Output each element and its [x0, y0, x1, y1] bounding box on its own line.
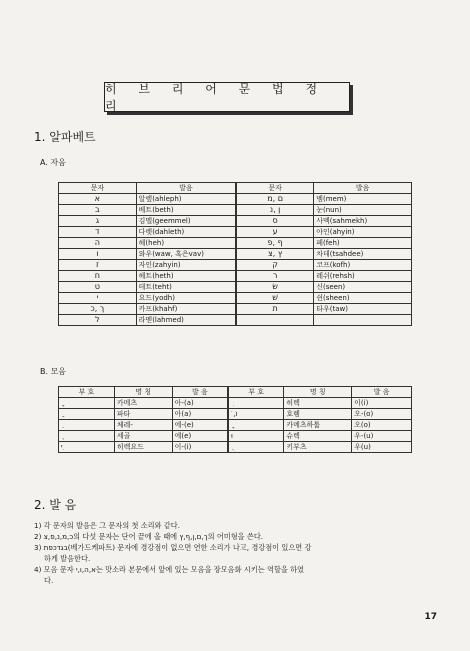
header-cell: 문자	[236, 183, 314, 194]
table-cell	[59, 431, 115, 442]
table-cell: 카메츠	[114, 398, 172, 409]
table-row	[59, 205, 412, 216]
table-cell: 와우(waw, 혹은vav)	[136, 249, 236, 260]
table-cell: ע	[236, 227, 314, 238]
table-cell: ר	[236, 271, 314, 282]
table-cell: ת	[236, 304, 314, 315]
table-cell: 김멜(geemmel)	[136, 216, 236, 227]
table-cell: ח	[59, 271, 137, 282]
table-row	[59, 293, 412, 304]
table-cell: 테트(teht)	[136, 282, 236, 293]
header-cell: 발음	[136, 183, 236, 194]
table-cell: 자인(zahyin)	[136, 260, 236, 271]
table-cell: 오-(o)	[352, 409, 412, 420]
table-row	[59, 315, 412, 326]
table-cell	[228, 398, 284, 409]
table-cell: 슈렉	[284, 431, 352, 442]
table-cell: 멤(mem)	[314, 194, 412, 205]
table-cell: 요드(yodh)	[136, 293, 236, 304]
table-cell: א	[59, 194, 137, 205]
table-cell: 아-(a)	[172, 398, 228, 409]
header-cell: 명 칭	[114, 387, 172, 398]
header-cell: 발음	[314, 183, 412, 194]
table-cell: 헤(heh)	[136, 238, 236, 249]
table-cell: ט	[59, 282, 137, 293]
header-cell: 부 호	[59, 387, 115, 398]
list-item: 1) 각 문자의 발음은 그 문자의 첫 소리와 같다.	[34, 521, 180, 530]
table-cell: 알렢(ahleph)	[136, 194, 236, 205]
table-cell: ן ,נ	[236, 205, 314, 216]
table-cell: 세골	[114, 431, 172, 442]
table-cell: ה	[59, 238, 137, 249]
section2-heading: 2. 발 음	[34, 498, 77, 512]
table-row	[59, 409, 412, 420]
table-cell: 이(i)	[352, 398, 412, 409]
table-cell: 키부츠	[284, 442, 352, 453]
table-header-row	[59, 183, 412, 194]
table-cell: ק	[236, 260, 314, 271]
table-cell: 오(o)	[352, 420, 412, 431]
table-cell: 체레-	[114, 420, 172, 431]
table-cell: 히렉요드	[114, 442, 172, 453]
table-cell: ב	[59, 205, 137, 216]
table-row	[59, 238, 412, 249]
consonants-heading: A. 자음	[40, 158, 66, 167]
table-cell	[59, 420, 115, 431]
table-cell: ץ ,צ	[236, 249, 314, 260]
table-cell: 베트(beth)	[136, 205, 236, 216]
table-cell: 에(e)	[172, 431, 228, 442]
vowel-table	[58, 386, 412, 453]
table-cell: ל	[59, 315, 137, 326]
table-cell: 사멕(sahmekh)	[314, 216, 412, 227]
table-cell: 에-(e)	[172, 420, 228, 431]
table-cell: ז	[59, 260, 137, 271]
table-cell: ִי	[59, 442, 115, 453]
table-row	[59, 442, 412, 453]
table-cell	[228, 442, 284, 453]
table-cell: ם ,מ	[236, 194, 314, 205]
title-box	[104, 82, 350, 112]
table-cell	[59, 398, 115, 409]
table-cell: ו	[59, 249, 137, 260]
table-cell: 신(seen)	[314, 282, 412, 293]
table-cell	[236, 315, 314, 326]
table-cell: 타우(taw)	[314, 304, 412, 315]
page-number: 17	[424, 612, 437, 622]
header-cell: 부 호	[228, 387, 284, 398]
table-cell: 차데(tsahdee)	[314, 249, 412, 260]
table-cell: 레쉬(rehsh)	[314, 271, 412, 282]
table-cell: 다렛(dahleth)	[136, 227, 236, 238]
table-cell: 카프(khahf)	[136, 304, 236, 315]
table-cell: ג	[59, 216, 137, 227]
table-row	[59, 420, 412, 431]
table-cell: 히렉	[284, 398, 352, 409]
table-row	[59, 216, 412, 227]
table-cell: ס	[236, 216, 314, 227]
table-cell: שׂ	[236, 282, 314, 293]
header-cell: 문자	[59, 183, 137, 194]
table-cell: 페(feh)	[314, 238, 412, 249]
header-cell: 발 음	[172, 387, 228, 398]
table-cell: 파타	[114, 409, 172, 420]
table-row	[59, 249, 412, 260]
page-title: 히 브 리 어 문 법 정 리	[105, 82, 327, 113]
table-row	[59, 194, 412, 205]
section1-heading: 1. 알파베트	[34, 130, 96, 144]
table-cell: וּ	[228, 431, 284, 442]
table-cell	[59, 409, 115, 420]
table-row	[59, 282, 412, 293]
list-item: 다.	[44, 576, 54, 585]
table-cell: ך ,כ	[59, 304, 137, 315]
table-row	[59, 260, 412, 271]
list-item: 하게 발음한다.	[44, 554, 91, 563]
table-cell: שׁ	[236, 293, 314, 304]
table-header-row	[59, 387, 412, 398]
table-cell: 쉰(sheen)	[314, 293, 412, 304]
list-item: 2) כ,מ,נ,פ,צ의 다섯 문자는 단어 끝에 올 때에 ך,ם,ן,ף,ץ의 어미형을 쓴다.	[34, 532, 264, 541]
header-cell: 명 칭	[284, 387, 352, 398]
table-cell: 눈(nun)	[314, 205, 412, 216]
pronunciation-list	[34, 520, 438, 586]
table-cell: 카메츠하툽	[284, 420, 352, 431]
table-cell: 우(u)	[352, 442, 412, 453]
consonant-table	[58, 182, 412, 326]
table-cell: 아(a)	[172, 409, 228, 420]
table-cell	[314, 315, 412, 326]
table-cell: 아인(ahyin)	[314, 227, 412, 238]
table-cell: י	[59, 293, 137, 304]
table-row	[59, 227, 412, 238]
table-cell: ף ,פ	[236, 238, 314, 249]
table-cell	[228, 420, 284, 431]
table-cell: 호렘	[284, 409, 352, 420]
list-item: 4) 모음 문자 א,ה,ו,י는 맛소라 본문에서 앞에 있는 모음을 장모음화 시키는 역할을 하였	[34, 565, 304, 574]
table-cell: 라멛(lahmed)	[136, 315, 236, 326]
table-row	[59, 304, 412, 315]
table-cell: 헤트(heth)	[136, 271, 236, 282]
table-cell: 우-(u)	[352, 431, 412, 442]
header-cell: 발 음	[352, 387, 412, 398]
table-cell: 코프(kofh)	[314, 260, 412, 271]
table-cell: ֹ ,וֹ	[228, 409, 284, 420]
table-row	[59, 431, 412, 442]
table-row	[59, 398, 412, 409]
list-item: 3) בגדכפת(베가드케파트) 문자에 경강점이 없으면 연한 소리가 나고, 경강점이 있으면 강	[34, 543, 312, 552]
table-cell: ד	[59, 227, 137, 238]
table-row	[59, 271, 412, 282]
vowels-heading: B. 모음	[40, 367, 67, 376]
table-cell: 이-(i)	[172, 442, 228, 453]
